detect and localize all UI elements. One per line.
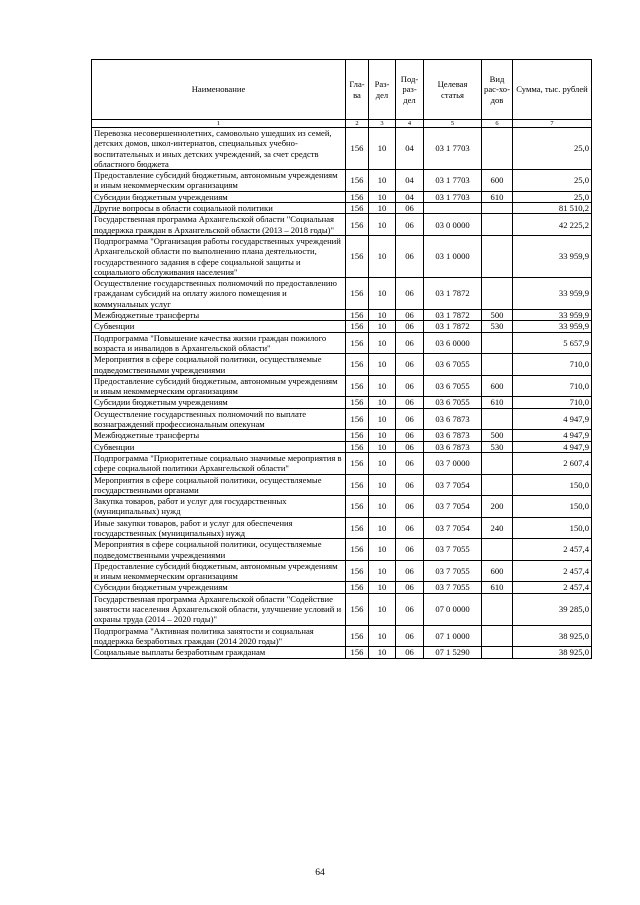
cell-vid: 600 bbox=[482, 170, 513, 192]
cell-razdel: 10 bbox=[369, 203, 396, 214]
cell-razdel: 10 bbox=[369, 128, 396, 170]
cell-podrazdel: 06 bbox=[396, 321, 424, 332]
cell-glava: 156 bbox=[346, 408, 369, 430]
cell-podrazdel: 06 bbox=[396, 375, 424, 397]
cell-name: Межбюджетные трансферты bbox=[92, 430, 346, 441]
header-row bbox=[92, 60, 592, 120]
cell-name: Субвенции bbox=[92, 441, 346, 452]
cell-summa: 710,0 bbox=[513, 397, 592, 408]
cell-glava: 156 bbox=[346, 539, 369, 561]
cell-razdel: 10 bbox=[369, 332, 396, 354]
header-statya: Целевая статья bbox=[424, 60, 482, 120]
cell-razdel: 10 bbox=[369, 474, 396, 496]
cell-name: Иные закупки товаров, работ и услуг для обеспечения государственных (муниципальных) нужд bbox=[92, 517, 346, 539]
cell-statya: 03 6 7873 bbox=[424, 430, 482, 441]
cell-razdel: 10 bbox=[369, 593, 396, 625]
column-number: 7 bbox=[513, 120, 592, 128]
cell-name: Предоставление субсидий бюджетным, автономным учреждениям и иным некоммерческим организациям bbox=[92, 170, 346, 192]
cell-podrazdel: 06 bbox=[396, 354, 424, 376]
cell-glava: 156 bbox=[346, 397, 369, 408]
cell-glava: 156 bbox=[346, 474, 369, 496]
cell-glava: 156 bbox=[346, 278, 369, 310]
cell-podrazdel: 06 bbox=[396, 647, 424, 658]
cell-summa: 2 457,4 bbox=[513, 560, 592, 582]
cell-vid bbox=[482, 354, 513, 376]
table-row bbox=[92, 582, 592, 593]
cell-razdel: 10 bbox=[369, 408, 396, 430]
cell-statya: 03 1 7872 bbox=[424, 310, 482, 321]
cell-razdel: 10 bbox=[369, 539, 396, 561]
table-row bbox=[92, 128, 592, 170]
cell-statya: 03 0 0000 bbox=[424, 214, 482, 236]
cell-summa: 33 959,9 bbox=[513, 235, 592, 277]
table-row bbox=[92, 408, 592, 430]
cell-statya: 03 6 7873 bbox=[424, 408, 482, 430]
cell-vid: 500 bbox=[482, 430, 513, 441]
cell-summa: 25,0 bbox=[513, 128, 592, 170]
cell-vid: 610 bbox=[482, 397, 513, 408]
header-summa: Сумма, тыс. рублей bbox=[513, 60, 592, 120]
cell-glava: 156 bbox=[346, 517, 369, 539]
cell-name: Государственная программа Архангельской области "Содействие занятости населения Архангельской области, улучшение условий и охраны труда (2014 – 2020 годы)" bbox=[92, 593, 346, 625]
cell-podrazdel: 06 bbox=[396, 517, 424, 539]
cell-podrazdel: 06 bbox=[396, 332, 424, 354]
cell-glava: 156 bbox=[346, 560, 369, 582]
table-row bbox=[92, 375, 592, 397]
table-row bbox=[92, 170, 592, 192]
cell-razdel: 10 bbox=[369, 625, 396, 647]
cell-summa: 710,0 bbox=[513, 354, 592, 376]
cell-summa: 33 959,9 bbox=[513, 321, 592, 332]
cell-glava: 156 bbox=[346, 375, 369, 397]
cell-vid: 610 bbox=[482, 582, 513, 593]
cell-podrazdel: 04 bbox=[396, 191, 424, 202]
cell-glava: 156 bbox=[346, 452, 369, 474]
cell-statya bbox=[424, 203, 482, 214]
cell-razdel: 10 bbox=[369, 517, 396, 539]
cell-glava: 156 bbox=[346, 647, 369, 658]
cell-vid bbox=[482, 332, 513, 354]
cell-statya: 03 1 0000 bbox=[424, 235, 482, 277]
cell-glava: 156 bbox=[346, 582, 369, 593]
cell-statya: 03 1 7703 bbox=[424, 128, 482, 170]
table-row bbox=[92, 278, 592, 310]
column-number: 2 bbox=[346, 120, 369, 128]
cell-summa: 42 225,2 bbox=[513, 214, 592, 236]
table-row bbox=[92, 539, 592, 561]
cell-summa: 4 947,9 bbox=[513, 441, 592, 452]
header-podrazdel: Под-раз-дел bbox=[396, 60, 424, 120]
cell-podrazdel: 06 bbox=[396, 560, 424, 582]
cell-razdel: 10 bbox=[369, 375, 396, 397]
cell-razdel: 10 bbox=[369, 430, 396, 441]
cell-summa: 5 657,9 bbox=[513, 332, 592, 354]
cell-statya: 03 1 7703 bbox=[424, 170, 482, 192]
cell-glava: 156 bbox=[346, 354, 369, 376]
cell-podrazdel: 06 bbox=[396, 408, 424, 430]
cell-podrazdel: 04 bbox=[396, 128, 424, 170]
cell-name: Осуществление государственных полномочий по выплате вознаграждений профессиональным опекунам bbox=[92, 408, 346, 430]
cell-summa: 38 925,0 bbox=[513, 625, 592, 647]
cell-name: Закупка товаров, работ и услуг для государственных (муниципальных) нужд bbox=[92, 496, 346, 518]
cell-name: Подпрограмма "Активная политика занятости и социальная поддержка безработных граждан (2014 2020 годы)" bbox=[92, 625, 346, 647]
cell-summa: 25,0 bbox=[513, 191, 592, 202]
table-row bbox=[92, 560, 592, 582]
cell-vid: 240 bbox=[482, 517, 513, 539]
table-row bbox=[92, 441, 592, 452]
table-row bbox=[92, 496, 592, 518]
cell-glava: 156 bbox=[346, 235, 369, 277]
cell-podrazdel: 06 bbox=[396, 441, 424, 452]
cell-name: Мероприятия в сфере социальной политики, осуществляемые государственными органами bbox=[92, 474, 346, 496]
column-number: 3 bbox=[369, 120, 396, 128]
cell-summa: 150,0 bbox=[513, 496, 592, 518]
table-row bbox=[92, 430, 592, 441]
table-row bbox=[92, 191, 592, 202]
cell-razdel: 10 bbox=[369, 310, 396, 321]
cell-name: Субсидии бюджетным учреждениям bbox=[92, 191, 346, 202]
cell-name: Государственная программа Архангельской области "Социальная поддержка граждан в Архангельской области (2013 – 2018 годы)" bbox=[92, 214, 346, 236]
cell-statya: 03 7 7055 bbox=[424, 539, 482, 561]
cell-statya: 07 1 0000 bbox=[424, 625, 482, 647]
cell-podrazdel: 06 bbox=[396, 496, 424, 518]
cell-summa: 81 510,2 bbox=[513, 203, 592, 214]
header-razdel: Раз-дел bbox=[369, 60, 396, 120]
cell-statya: 03 1 7872 bbox=[424, 321, 482, 332]
table-row bbox=[92, 203, 592, 214]
cell-glava: 156 bbox=[346, 496, 369, 518]
cell-statya: 03 6 7055 bbox=[424, 397, 482, 408]
table-row bbox=[92, 517, 592, 539]
cell-razdel: 10 bbox=[369, 321, 396, 332]
cell-vid bbox=[482, 203, 513, 214]
table-row bbox=[92, 647, 592, 658]
table-row bbox=[92, 593, 592, 625]
cell-razdel: 10 bbox=[369, 397, 396, 408]
cell-summa: 4 947,9 bbox=[513, 408, 592, 430]
cell-vid: 610 bbox=[482, 191, 513, 202]
cell-summa: 33 959,9 bbox=[513, 278, 592, 310]
cell-statya: 03 7 0000 bbox=[424, 452, 482, 474]
cell-vid: 500 bbox=[482, 310, 513, 321]
cell-vid: 600 bbox=[482, 560, 513, 582]
table-body bbox=[92, 128, 592, 659]
cell-name: Подпрограмма "Приоритетные социально значимые мероприятия в сфере социальной политики Архангельской области" bbox=[92, 452, 346, 474]
cell-razdel: 10 bbox=[369, 278, 396, 310]
cell-summa: 33 959,9 bbox=[513, 310, 592, 321]
cell-vid bbox=[482, 235, 513, 277]
cell-podrazdel: 06 bbox=[396, 235, 424, 277]
header-vid: Вид рас-хо-дов bbox=[482, 60, 513, 120]
table-row bbox=[92, 625, 592, 647]
cell-podrazdel: 06 bbox=[396, 582, 424, 593]
cell-summa: 25,0 bbox=[513, 170, 592, 192]
column-number: 4 bbox=[396, 120, 424, 128]
cell-name: Мероприятия в сфере социальной политики, осуществляемые подведомственными учреждениями bbox=[92, 354, 346, 376]
cell-name: Перевозка несовершеннолетних, самовольно ушедших из семей, детских домов, школ-интернатов, специальных учебно-воспитательных и иных детских учреждений, за счет средств областного бюджета bbox=[92, 128, 346, 170]
cell-name: Мероприятия в сфере социальной политики, осуществляемые подведомственными учреждениями bbox=[92, 539, 346, 561]
cell-statya: 03 7 7054 bbox=[424, 496, 482, 518]
cell-podrazdel: 06 bbox=[396, 474, 424, 496]
cell-razdel: 10 bbox=[369, 582, 396, 593]
cell-razdel: 10 bbox=[369, 235, 396, 277]
cell-summa: 39 285,0 bbox=[513, 593, 592, 625]
cell-glava: 156 bbox=[346, 430, 369, 441]
cell-name: Другие вопросы в области социальной политики bbox=[92, 203, 346, 214]
header-glava: Гла-ва bbox=[346, 60, 369, 120]
cell-statya: 03 6 0000 bbox=[424, 332, 482, 354]
cell-glava: 156 bbox=[346, 625, 369, 647]
cell-podrazdel: 06 bbox=[396, 430, 424, 441]
cell-statya: 03 6 7055 bbox=[424, 354, 482, 376]
cell-razdel: 10 bbox=[369, 560, 396, 582]
cell-glava: 156 bbox=[346, 214, 369, 236]
cell-razdel: 10 bbox=[369, 170, 396, 192]
cell-vid bbox=[482, 452, 513, 474]
cell-razdel: 10 bbox=[369, 452, 396, 474]
cell-vid: 530 bbox=[482, 321, 513, 332]
cell-summa: 38 925,0 bbox=[513, 647, 592, 658]
table-row bbox=[92, 354, 592, 376]
cell-summa: 150,0 bbox=[513, 474, 592, 496]
cell-vid bbox=[482, 278, 513, 310]
cell-name: Подпрограмма "Организация работы государственных учреждений Архангельской области по выполнению плана деятельности, государственного задания в сфере социальной защиты и социального обслуживания населения" bbox=[92, 235, 346, 277]
cell-name: Субсидии бюджетным учреждениям bbox=[92, 397, 346, 408]
cell-vid bbox=[482, 647, 513, 658]
cell-summa: 710,0 bbox=[513, 375, 592, 397]
cell-statya: 03 6 7055 bbox=[424, 375, 482, 397]
cell-glava: 156 bbox=[346, 441, 369, 452]
cell-summa: 4 947,9 bbox=[513, 430, 592, 441]
header-name: Наименование bbox=[92, 60, 346, 120]
budget-table bbox=[91, 59, 592, 659]
cell-name: Субсидии бюджетным учреждениям bbox=[92, 582, 346, 593]
cell-statya: 03 7 7054 bbox=[424, 517, 482, 539]
cell-glava: 156 bbox=[346, 170, 369, 192]
cell-razdel: 10 bbox=[369, 214, 396, 236]
cell-glava: 156 bbox=[346, 332, 369, 354]
cell-name: Предоставление субсидий бюджетным, автономным учреждениям и иным некоммерческим организациям bbox=[92, 375, 346, 397]
cell-name: Социальные выплаты безработным гражданам bbox=[92, 647, 346, 658]
cell-podrazdel: 06 bbox=[396, 310, 424, 321]
cell-razdel: 10 bbox=[369, 354, 396, 376]
column-number-row bbox=[92, 120, 592, 128]
cell-summa: 2 457,4 bbox=[513, 539, 592, 561]
cell-glava: 156 bbox=[346, 203, 369, 214]
cell-vid: 530 bbox=[482, 441, 513, 452]
cell-podrazdel: 06 bbox=[396, 214, 424, 236]
page-number: 64 bbox=[315, 868, 325, 878]
cell-glava: 156 bbox=[346, 128, 369, 170]
cell-statya: 07 0 0000 bbox=[424, 593, 482, 625]
cell-vid: 200 bbox=[482, 496, 513, 518]
cell-vid bbox=[482, 539, 513, 561]
cell-razdel: 10 bbox=[369, 647, 396, 658]
cell-vid bbox=[482, 128, 513, 170]
cell-razdel: 10 bbox=[369, 441, 396, 452]
table-row bbox=[92, 332, 592, 354]
cell-glava: 156 bbox=[346, 593, 369, 625]
cell-podrazdel: 06 bbox=[396, 203, 424, 214]
column-number: 5 bbox=[424, 120, 482, 128]
column-number: 6 bbox=[482, 120, 513, 128]
cell-podrazdel: 04 bbox=[396, 170, 424, 192]
cell-statya: 03 7 7055 bbox=[424, 582, 482, 593]
cell-glava: 156 bbox=[346, 321, 369, 332]
cell-vid bbox=[482, 214, 513, 236]
cell-name: Межбюджетные трансферты bbox=[92, 310, 346, 321]
cell-summa: 150,0 bbox=[513, 517, 592, 539]
cell-glava: 156 bbox=[346, 310, 369, 321]
column-number: 1 bbox=[92, 120, 346, 128]
cell-name: Субвенции bbox=[92, 321, 346, 332]
table-row bbox=[92, 474, 592, 496]
cell-razdel: 10 bbox=[369, 496, 396, 518]
cell-podrazdel: 06 bbox=[396, 593, 424, 625]
cell-glava: 156 bbox=[346, 191, 369, 202]
cell-summa: 2 607,4 bbox=[513, 452, 592, 474]
cell-name: Подпрограмма "Повышение качества жизни граждан пожилого возраста и инвалидов в Архангельской области" bbox=[92, 332, 346, 354]
cell-vid bbox=[482, 408, 513, 430]
cell-vid: 600 bbox=[482, 375, 513, 397]
cell-statya: 03 7 7055 bbox=[424, 560, 482, 582]
cell-statya: 07 1 5290 bbox=[424, 647, 482, 658]
table-row bbox=[92, 321, 592, 332]
table-row bbox=[92, 310, 592, 321]
table-row bbox=[92, 452, 592, 474]
cell-statya: 03 1 7703 bbox=[424, 191, 482, 202]
cell-vid bbox=[482, 625, 513, 647]
cell-name: Осуществление государственных полномочий по предоставлению гражданам субсидий на оплату жилого помещения и коммунальных услуг bbox=[92, 278, 346, 310]
cell-statya: 03 7 7054 bbox=[424, 474, 482, 496]
cell-podrazdel: 06 bbox=[396, 452, 424, 474]
table-row bbox=[92, 214, 592, 236]
cell-podrazdel: 06 bbox=[396, 397, 424, 408]
cell-podrazdel: 06 bbox=[396, 278, 424, 310]
cell-statya: 03 1 7872 bbox=[424, 278, 482, 310]
cell-name: Предоставление субсидий бюджетным, автономным учреждениям и иным некоммерческим организациям bbox=[92, 560, 346, 582]
table-row bbox=[92, 397, 592, 408]
cell-vid bbox=[482, 593, 513, 625]
table-row bbox=[92, 235, 592, 277]
cell-razdel: 10 bbox=[369, 191, 396, 202]
cell-statya: 03 6 7873 bbox=[424, 441, 482, 452]
cell-podrazdel: 06 bbox=[396, 625, 424, 647]
cell-vid bbox=[482, 474, 513, 496]
cell-podrazdel: 06 bbox=[396, 539, 424, 561]
cell-summa: 2 457,4 bbox=[513, 582, 592, 593]
